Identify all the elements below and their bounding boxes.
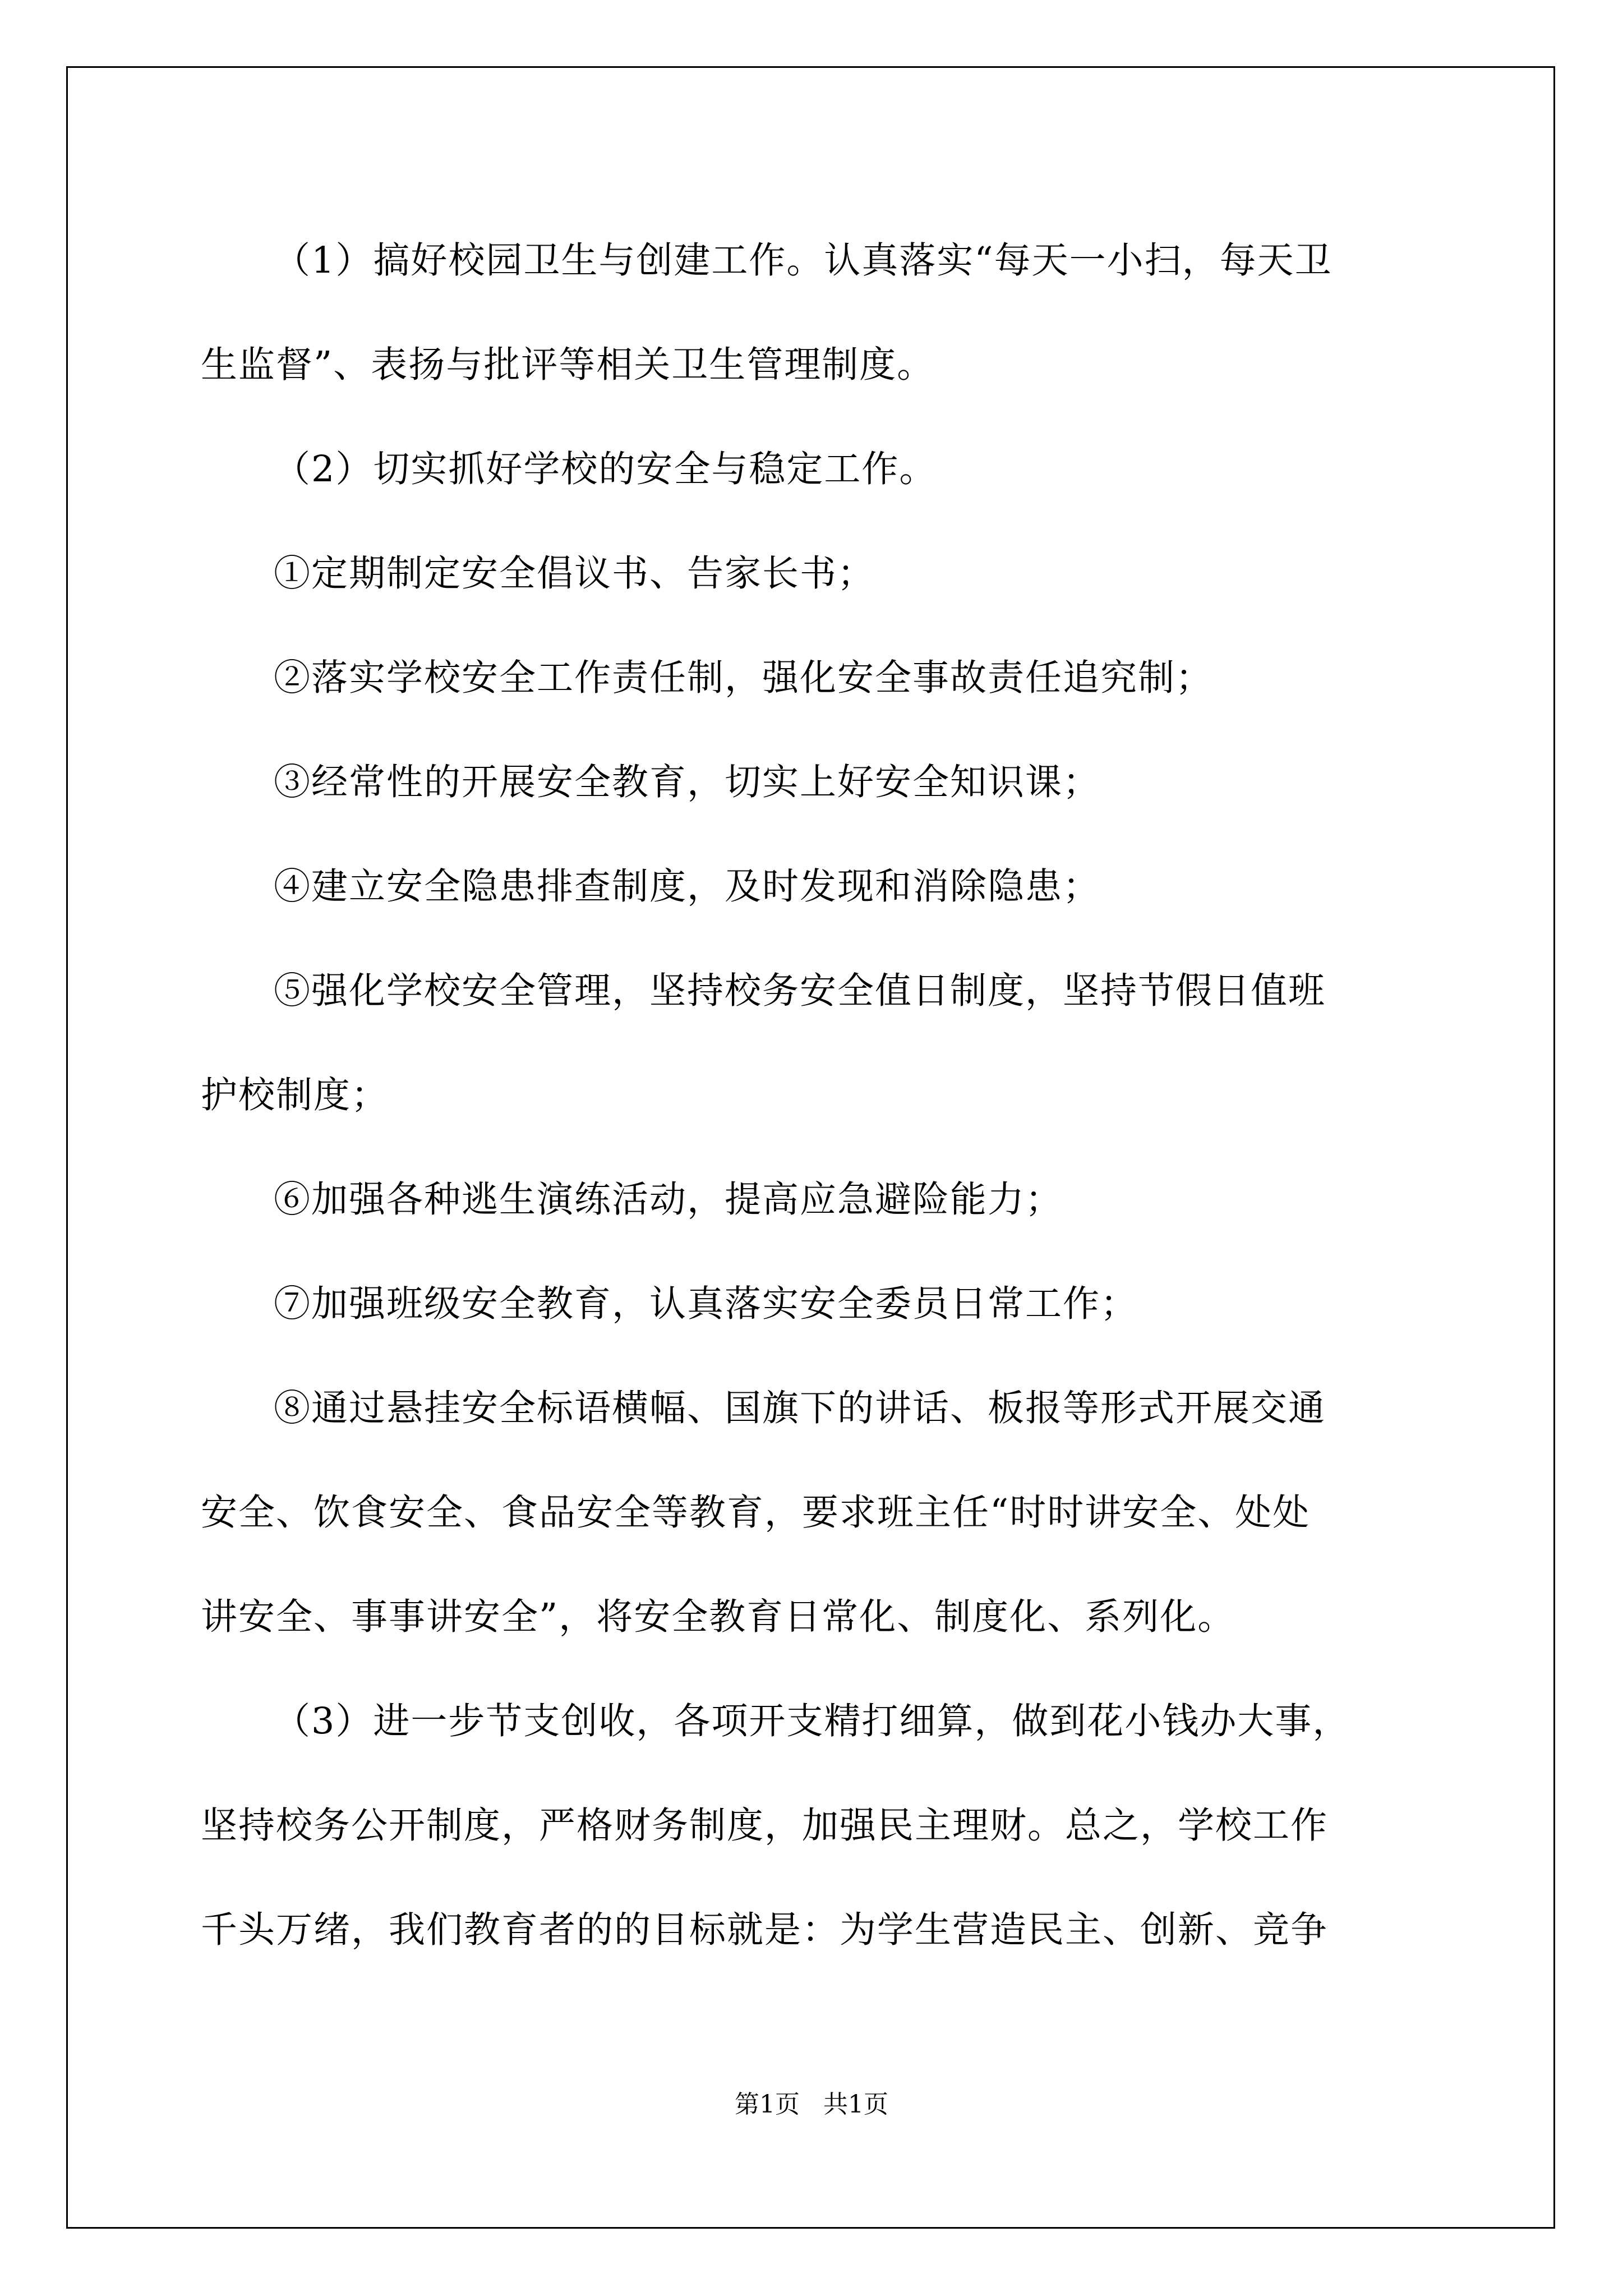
list-item-continuation: 讲安全、事事讲安全”，将安全教育日常化、制度化、系列化。 xyxy=(201,1596,1235,1638)
document-body xyxy=(201,209,1435,1982)
paragraph-line: 坚持校务公开制度，严格财务制度，加强民主理财。总之，学校工作 xyxy=(201,1805,1329,1847)
paragraph-line: 千头万绪，我们教育者的的目标就是：为学生营造民主、创新、竞争 xyxy=(201,1909,1329,1951)
paragraph-line: 生监督”、表扬与批评等相关卫生管理制度。 xyxy=(201,344,935,386)
paragraph-line: （3）进一步节支创收，各项开支精打细算，做到花小钱办大事， xyxy=(274,1700,1350,1742)
paragraph-line: （1）搞好校园卫生与创建工作。认真落实“每天一小扫，每天卫 xyxy=(274,240,1332,282)
list-item: ②落实学校安全工作责任制，强化安全事故责任追究制； xyxy=(274,657,1214,699)
list-item: ①定期制定安全倡议书、告家长书； xyxy=(274,553,875,595)
list-item: ③经常性的开展安全教育，切实上好安全知识课； xyxy=(274,761,1101,803)
list-item: ⑥加强各种逃生演练活动，提高应急避险能力； xyxy=(274,1179,1063,1221)
list-item-continuation: 护校制度； xyxy=(201,1074,389,1116)
page-footer: 第1页 共1页 xyxy=(735,2090,888,2119)
list-item: ⑤强化学校安全管理，坚持校务安全值日制度，坚持节假日值班 xyxy=(274,970,1326,1012)
paragraph-line: （2）切实抓好学校的安全与稳定工作。 xyxy=(274,448,937,490)
list-item-continuation: 安全、饮食安全、食品安全等教育，要求班主任“时时讲安全、处处 xyxy=(201,1492,1311,1534)
list-item: ⑦加强班级安全教育，认真落实安全委员日常工作； xyxy=(274,1283,1138,1325)
list-item: ④建立安全隐患排查制度，及时发现和消除隐患； xyxy=(274,866,1101,908)
list-item: ⑧通过悬挂安全标语横幅、国旗下的讲话、板报等形式开展交通 xyxy=(274,1387,1326,1429)
